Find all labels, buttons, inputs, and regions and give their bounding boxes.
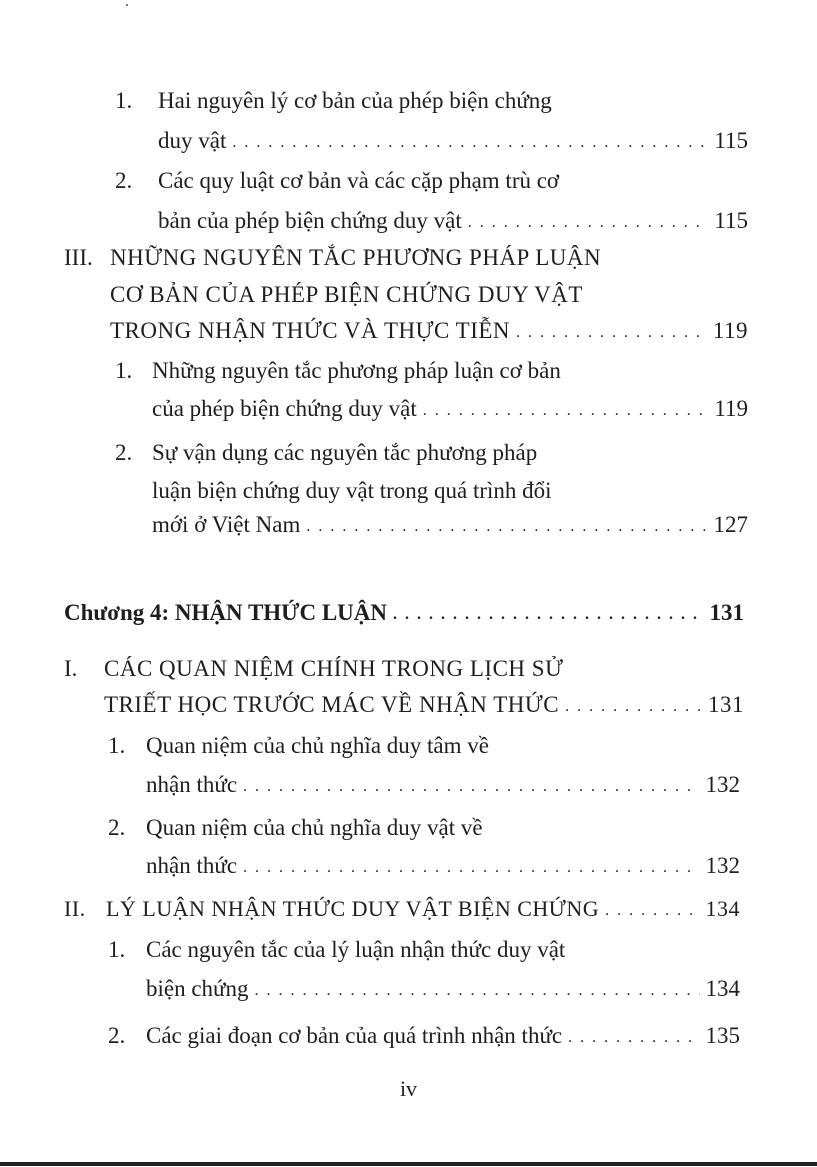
entry-number: 2. bbox=[108, 815, 126, 840]
toc-entry-line bbox=[158, 128, 748, 157]
entry-title-line: Các quy luật cơ bản và các cặp phạm trù cơ bbox=[158, 168, 560, 193]
entry-title-last: nhận thức bbox=[146, 772, 238, 797]
chapter-heading bbox=[64, 600, 744, 629]
dot-leader bbox=[255, 978, 700, 1004]
scan-speck bbox=[126, 4, 128, 6]
dot-leader bbox=[232, 130, 708, 156]
toc-entry-line bbox=[152, 396, 748, 425]
page-number: 134 bbox=[705, 896, 740, 921]
section-title-line: CÁC QUAN NIỆM CHÍNH TRONG LỊCH SỬ bbox=[104, 656, 564, 681]
entry-title-line: Quan niệm của chủ nghĩa duy vật về bbox=[146, 815, 483, 840]
toc-entry-line bbox=[146, 772, 740, 801]
page-number: 115 bbox=[714, 208, 748, 233]
section-title-last: LÝ LUẬN NHẬN THỨC DUY VẬT BIỆN CHỨNG bbox=[106, 896, 600, 921]
toc-entry-line bbox=[110, 318, 748, 347]
page-folio: iv bbox=[399, 1076, 418, 1101]
entry-number: 2. bbox=[115, 440, 133, 465]
entry-number: 1. bbox=[108, 733, 126, 758]
dot-leader bbox=[516, 320, 707, 346]
section-number: II. bbox=[64, 896, 86, 921]
dot-leader bbox=[423, 398, 709, 424]
entry-number: 1. bbox=[115, 88, 133, 113]
page-number: 119 bbox=[714, 396, 748, 421]
entry-title-last: biện chứng bbox=[146, 976, 249, 1001]
entry-title-last: duy vật bbox=[158, 128, 227, 153]
toc-entry-line bbox=[146, 976, 740, 1005]
entry-number: 1. bbox=[108, 937, 126, 962]
entry-number: 2. bbox=[115, 168, 133, 193]
entry-number: 2. bbox=[108, 1023, 126, 1048]
dot-leader bbox=[565, 694, 702, 720]
page-number: 132 bbox=[705, 853, 740, 878]
entry-title-last: của phép biện chứng duy vật bbox=[152, 396, 417, 421]
chapter-title: Chương 4: NHẬN THỨC LUẬN bbox=[64, 600, 388, 625]
entry-title-last: mới ở Việt Nam bbox=[152, 512, 301, 537]
toc-entry-line bbox=[108, 1023, 740, 1052]
page-number: 134 bbox=[705, 976, 740, 1001]
dot-leader bbox=[605, 898, 699, 924]
page-number: 131 bbox=[708, 692, 744, 717]
entry-number: 1. bbox=[115, 358, 133, 383]
entry-title-line: Các nguyên tắc của lý luận nhận thức duy vật bbox=[146, 937, 566, 962]
section-number: I. bbox=[64, 656, 78, 681]
dot-leader bbox=[568, 1025, 699, 1051]
page-number: 119 bbox=[712, 318, 748, 343]
section-number: III. bbox=[64, 245, 93, 270]
toc-entry-line bbox=[152, 512, 748, 541]
entry-title-last: Các giai đoạn cơ bản của quá trình nhận thức bbox=[146, 1023, 563, 1048]
entry-title-line: luận biện chứng duy vật trong quá trình đổi bbox=[152, 478, 552, 503]
dot-leader bbox=[243, 855, 699, 881]
page-number: 132 bbox=[705, 772, 740, 797]
dot-leader bbox=[393, 602, 703, 628]
section-title-line: NHỮNG NGUYÊN TẮC PHƯƠNG PHÁP LUẬN bbox=[110, 245, 602, 270]
toc-entry-line bbox=[64, 896, 740, 925]
page-number: 115 bbox=[714, 128, 748, 153]
page-number: 127 bbox=[713, 512, 748, 537]
entry-title-line: Những nguyên tắc phương pháp luận cơ bản bbox=[152, 358, 561, 383]
entry-title-last: nhận thức bbox=[146, 853, 238, 878]
entry-title-line: Sự vận dụng các nguyên tắc phương pháp bbox=[152, 440, 538, 465]
section-title-last: TRONG NHẬN THỨC VÀ THỰC TIỄN bbox=[110, 318, 511, 343]
entry-title-line: Hai nguyên lý cơ bản của phép biện chứng bbox=[158, 88, 552, 113]
toc-entry-line bbox=[158, 208, 748, 237]
entry-title-line: Quan niệm của chủ nghĩa duy tâm về bbox=[146, 733, 489, 758]
toc-entry-line bbox=[104, 692, 744, 721]
entry-title-last: bản của phép biện chứng duy vật bbox=[158, 208, 462, 233]
page-number: 131 bbox=[709, 600, 744, 625]
dot-leader bbox=[306, 514, 707, 540]
page-number: 135 bbox=[705, 1023, 740, 1048]
page-bottom-edge bbox=[0, 1162, 817, 1166]
dot-leader bbox=[468, 210, 709, 236]
dot-leader bbox=[243, 774, 699, 800]
section-title-line: CƠ BẢN CỦA PHÉP BIỆN CHỨNG DUY VẬT bbox=[110, 282, 583, 307]
section-title-last: TRIẾT HỌC TRƯỚC MÁC VỀ NHẬN THỨC bbox=[104, 692, 560, 717]
toc-entry-line bbox=[146, 853, 740, 882]
